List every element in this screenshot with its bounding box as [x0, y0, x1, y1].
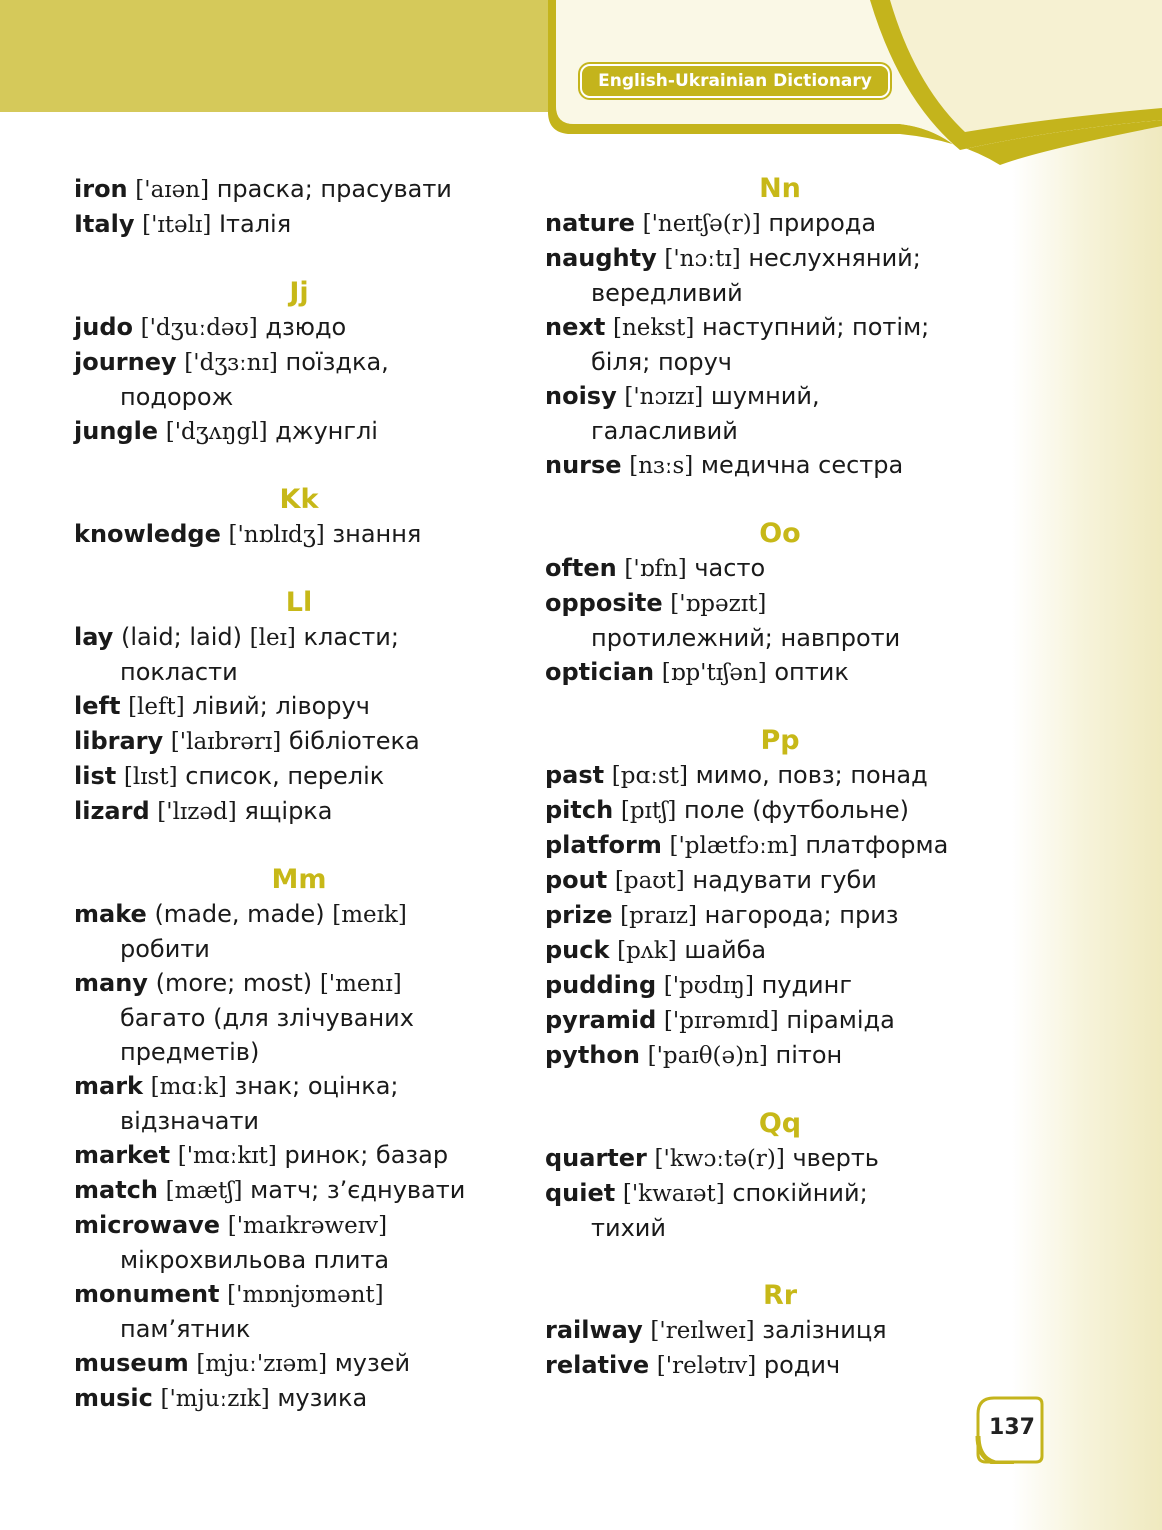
entry-transcription: [pɑːst] [611, 763, 688, 789]
dictionary-entry [545, 1003, 1015, 1038]
entry-transcription: ['dʒʌŋgl] [165, 419, 268, 445]
entry-transcription: ['mjuːzɪk] [160, 1386, 270, 1412]
entry-word: python [545, 1041, 640, 1069]
dictionary-entry [74, 172, 524, 207]
section-gap [545, 1245, 1015, 1279]
entry-translation: неслухняний; [748, 244, 921, 272]
letter-heading: Kk [279, 484, 319, 515]
entry-transcription: ['dʒɜːnɪ] [184, 350, 278, 376]
dictionary-entry [545, 551, 1015, 586]
dictionary-entry [545, 968, 1015, 1003]
dictionary-entry [545, 933, 1015, 968]
entry-word: left [74, 692, 121, 720]
entry-translation: медична сестра [700, 451, 904, 479]
letter-heading: Oo [759, 518, 801, 549]
letter-heading: Jj [289, 277, 309, 308]
dictionary-entry [74, 724, 524, 759]
entry-transcription: [pʌk] [617, 938, 677, 964]
entry-word: list [74, 762, 117, 790]
entry-word: Italy [74, 210, 135, 238]
entry-translation: поїздка, [285, 348, 389, 376]
dictionary-entry [74, 759, 524, 794]
entry-transcription: ['pɪrəmɪd] [663, 1008, 779, 1034]
entry-translation: Італія [218, 210, 292, 238]
dictionary-entry [545, 655, 1015, 690]
entry-transcription: ['ɒpəzɪt] [670, 591, 767, 617]
entry-translation: поле (футбольне) [684, 796, 909, 824]
entry-translation-continued: мікрохвильова плита [120, 1246, 390, 1274]
entry-translation-continued: відзначати [120, 1107, 260, 1135]
entry-word: optician [545, 658, 655, 686]
dictionary-entry [545, 1176, 1015, 1245]
dictionary-entry [545, 758, 1015, 793]
dictionary-title: English-Ukrainian Dictionary [580, 64, 890, 98]
entry-forms: (more; most) [155, 969, 313, 997]
entry-word: lizard [74, 797, 150, 825]
dictionary-entry [545, 898, 1015, 933]
dictionary-entry [74, 1173, 524, 1208]
letter-heading: Mm [271, 864, 327, 895]
entry-translation-continued: протилежний; навпроти [591, 624, 901, 652]
entry-translation: часто [694, 554, 766, 582]
dictionary-entry [74, 620, 524, 689]
entry-transcription: ['plætfɔːm] [669, 833, 798, 859]
entry-translation: залізниця [762, 1316, 887, 1344]
entry-transcription: ['kwaɪət] [622, 1181, 725, 1207]
left-column [74, 172, 524, 1416]
entry-transcription: ['relətɪv] [656, 1353, 757, 1379]
entry-transcription: [meɪk] [332, 902, 407, 928]
dictionary-entry [74, 345, 524, 414]
dictionary-entry [74, 1138, 524, 1173]
entry-translation: родич [763, 1351, 841, 1379]
entry-word: pout [545, 866, 608, 894]
entry-word: pudding [545, 971, 657, 999]
section-gap [545, 690, 1015, 724]
dictionary-entry [74, 1381, 524, 1416]
entry-transcription: [left] [128, 694, 185, 720]
entry-translation: лівий; ліворуч [192, 692, 370, 720]
entry-translation: шайба [684, 936, 767, 964]
entry-word: naughty [545, 244, 657, 272]
entry-transcription: [ɒp'tɪʃən] [661, 660, 767, 686]
entry-word: opposite [545, 589, 663, 617]
entry-transcription: [lɪst] [123, 764, 178, 790]
section-gap [74, 829, 524, 863]
entry-word: nature [545, 209, 635, 237]
entry-word: market [74, 1141, 171, 1169]
entry-transcription: ['lɪzəd] [157, 799, 237, 825]
entry-word: quarter [545, 1144, 647, 1172]
entry-word: pitch [545, 796, 614, 824]
dictionary-entry [545, 1141, 1015, 1176]
dictionary-entry [545, 206, 1015, 241]
entry-word: lay [74, 623, 114, 651]
entry-word: often [545, 554, 617, 582]
section-gap [74, 552, 524, 586]
entry-word: jungle [74, 417, 159, 445]
entry-translation-continued: робити [120, 935, 210, 963]
entry-transcription: [pɪtʃ] [620, 798, 677, 824]
entry-translation: ринок; базар [284, 1141, 449, 1169]
entry-transcription: [praɪz] [620, 903, 697, 929]
entry-transcription: ['kwɔːtə(r)] [654, 1146, 785, 1172]
header-decoration [0, 0, 1162, 200]
dictionary-entry [74, 1346, 524, 1381]
letter-heading: Rr [762, 1280, 798, 1311]
entry-transcription: [mjuː'zɪəm] [196, 1351, 328, 1377]
entry-transcription: ['nɒlɪdʒ] [228, 522, 325, 548]
dictionary-entry [545, 793, 1015, 828]
dictionary-entry [74, 1277, 524, 1346]
dictionary-entry [545, 1313, 1015, 1348]
dictionary-entry [545, 241, 1015, 310]
page-number: 137 [989, 1415, 1035, 1440]
entry-transcription: ['nɔːtɪ] [664, 246, 741, 272]
entry-word: pyramid [545, 1006, 657, 1034]
entry-translation: мимо, повз; понад [695, 761, 928, 789]
dictionary-entry [74, 310, 524, 345]
dictionary-entry [545, 863, 1015, 898]
right-column [545, 172, 1015, 1383]
section-gap [545, 483, 1015, 517]
entry-word: platform [545, 831, 662, 859]
entry-transcription: ['paɪθ(ə)n] [647, 1043, 768, 1069]
dictionary-entry [74, 517, 524, 552]
dictionary-entry [74, 1208, 524, 1277]
entry-translation-continued: тихий [591, 1214, 666, 1242]
entry-word: next [545, 313, 606, 341]
entry-transcription: ['neɪtʃə(r)] [642, 211, 761, 237]
entry-word: mark [74, 1072, 143, 1100]
entry-transcription: ['ɪtəlɪ] [142, 212, 212, 238]
entry-translation: оптик [774, 658, 849, 686]
entry-translation: класти; [303, 623, 399, 651]
entry-word: knowledge [74, 520, 221, 548]
letter-heading: Qq [758, 1108, 802, 1139]
entry-translation-continued: біля; поруч [591, 348, 732, 376]
section-gap [545, 1073, 1015, 1107]
dictionary-entry [545, 1348, 1015, 1383]
entry-transcription: ['reɪlweɪ] [650, 1318, 755, 1344]
dictionary-entry [545, 586, 1015, 655]
entry-translation: наступний; потім; [701, 313, 930, 341]
entry-translation-continued: подорож [120, 383, 234, 411]
entry-translation: джунглі [275, 417, 378, 445]
entry-translation: шумний, [710, 382, 820, 410]
letter-heading: Pp [760, 725, 800, 756]
entry-transcription: [nekst] [612, 315, 695, 341]
entry-word: noisy [545, 382, 617, 410]
entry-word: judo [74, 313, 133, 341]
entry-translation: бібліотека [288, 727, 420, 755]
entry-word: prize [545, 901, 613, 929]
section-gap [74, 449, 524, 483]
entry-translation: музей [334, 1349, 411, 1377]
dictionary-entry [545, 310, 1015, 379]
entry-translation: надувати губи [692, 866, 877, 894]
entry-word: match [74, 1176, 158, 1204]
entry-word: quiet [545, 1179, 616, 1207]
entry-transcription: ['mɒnjʊmənt] [227, 1282, 384, 1308]
entry-word: past [545, 761, 605, 789]
entry-transcription: [mætʃ] [165, 1178, 243, 1204]
dictionary-entry [74, 414, 524, 449]
entry-forms: (laid; laid) [120, 623, 242, 651]
letter-heading: Ll [285, 587, 313, 618]
entry-forms: (made, made) [154, 900, 325, 928]
entry-translation: пудинг [761, 971, 852, 999]
entry-translation: знання [332, 520, 422, 548]
entry-transcription: [leɪ] [249, 625, 296, 651]
entry-translation: чверть [792, 1144, 879, 1172]
entry-transcription: ['dʒuːdəʊ] [140, 315, 258, 341]
entry-translation-continued: пам’ятник [120, 1315, 251, 1343]
entry-word: museum [74, 1349, 189, 1377]
entry-translation-continued: покласти [120, 658, 238, 686]
entry-translation: список, перелік [185, 762, 385, 790]
entry-translation: матч; з’єднувати [250, 1176, 466, 1204]
section-gap [74, 242, 524, 276]
dictionary-entry [74, 794, 524, 829]
page-edge-band [1012, 0, 1162, 1530]
dictionary-entry [74, 207, 524, 242]
entry-word: monument [74, 1280, 220, 1308]
entry-translation: платформа [805, 831, 949, 859]
entry-translation: знак; оцінка; [234, 1072, 399, 1100]
entry-word: microwave [74, 1211, 221, 1239]
entry-word: puck [545, 936, 610, 964]
dictionary-entry [74, 689, 524, 724]
entry-translation: піраміда [786, 1006, 895, 1034]
entry-transcription: ['ɒfn] [624, 556, 687, 582]
entry-transcription: [nɜːs] [629, 453, 694, 479]
dictionary-entry [74, 897, 524, 966]
entry-word: many [74, 969, 148, 997]
entry-word: music [74, 1384, 153, 1412]
header-band [0, 0, 560, 112]
entry-word: library [74, 727, 164, 755]
entry-translation-continued: галасливий [591, 417, 738, 445]
entry-word: railway [545, 1316, 643, 1344]
entry-word: nurse [545, 451, 622, 479]
dictionary-entry [74, 966, 524, 1069]
entry-transcription: ['aɪən] [135, 177, 210, 203]
entry-translation: спокійний; [732, 1179, 868, 1207]
entry-word: relative [545, 1351, 650, 1379]
entry-transcription: ['nɔɪzɪ] [624, 384, 704, 410]
dictionary-entry [545, 1038, 1015, 1073]
entry-transcription: ['mɑːkɪt] [177, 1143, 277, 1169]
entry-translation: ящірка [244, 797, 333, 825]
entry-translation: праска; прасувати [216, 175, 452, 203]
entry-translation-continued: вередливий [591, 279, 743, 307]
entry-transcription: ['laɪbrərɪ] [170, 729, 282, 755]
entry-translation: нагорода; приз [704, 901, 899, 929]
entry-translation-continued: предметів) [120, 1038, 260, 1066]
entry-word: make [74, 900, 147, 928]
dictionary-entry [74, 1069, 524, 1138]
entry-transcription: ['maɪkrəweɪv] [227, 1213, 388, 1239]
entry-translation: дзюдо [265, 313, 347, 341]
letter-heading: Nn [759, 173, 801, 204]
entry-translation: музика [277, 1384, 368, 1412]
entry-transcription: ['pʊdɪŋ] [663, 973, 754, 999]
entry-translation: пітон [775, 1041, 843, 1069]
entry-transcription: [mɑːk] [150, 1074, 227, 1100]
entry-word: iron [74, 175, 128, 203]
entry-transcription: [paʊt] [614, 868, 685, 894]
dictionary-entry [545, 828, 1015, 863]
dictionary-entry [545, 448, 1015, 483]
entry-word: journey [74, 348, 177, 376]
entry-translation: природа [768, 209, 877, 237]
entry-transcription: ['menɪ] [319, 971, 402, 997]
entry-translation-continued: багато (для злічуваних [120, 1004, 414, 1032]
dictionary-entry [545, 379, 1015, 448]
